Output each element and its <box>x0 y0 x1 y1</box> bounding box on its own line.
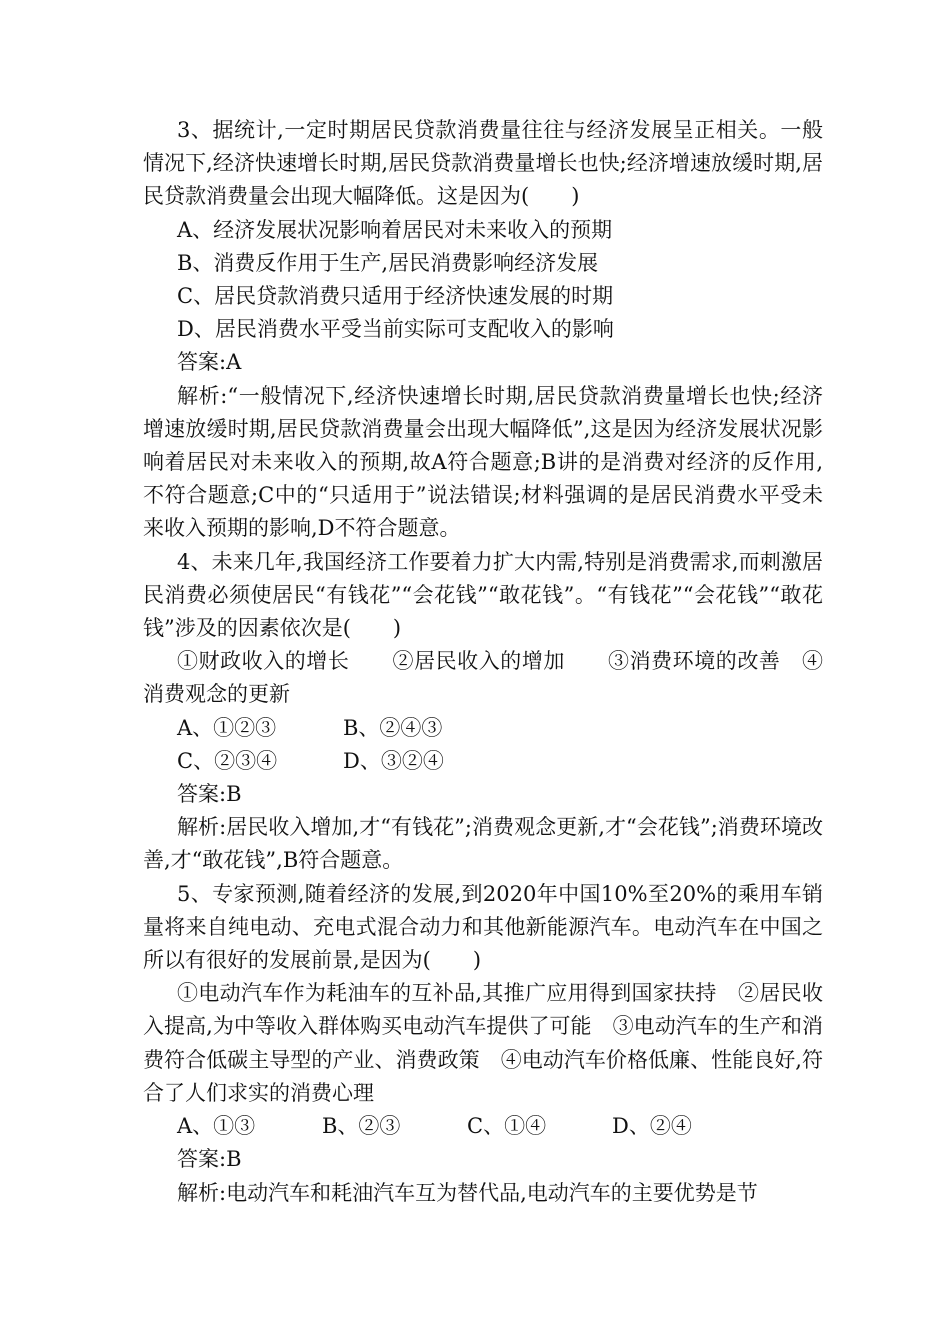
question-4-option-b: B、②④③ <box>343 715 443 740</box>
question-5-options-row <box>143 1110 823 1143</box>
question-4-statements: ①财政收入的增长 ②居民收入的增加 ③消费环境的改善 ④消费观念的更新 <box>143 649 823 707</box>
question-4-options-row-1 <box>143 712 823 745</box>
question-3-analysis: 解析:“一般情况下,经济快速增长时期,居民贷款消费量增长也快;经济增速放缓时期,居民贷款消费量会出现大幅降低”,这是因为经济发展状况影响着居民对未来收入的预期,故A符合题意;B讲的是消费对经济的反作用,不符合题意;C中的“只适用于”说法错误;材料强调的是居民消费水平受未来收入预期的影响,D不符合题意。 <box>143 383 823 541</box>
question-4-options-row-2 <box>143 745 823 778</box>
question-4-answer: 答案:B <box>177 782 242 807</box>
question-5-option-a: A、①③ <box>177 1114 256 1139</box>
question-3-answer: 答案:A <box>177 350 242 375</box>
question-3-option-d: D、居民消费水平受当前实际可支配收入的影响 <box>177 317 614 342</box>
question-5-option-d: D、②④ <box>612 1114 692 1139</box>
question-5-statements: ①电动汽车作为耗油车的互补品,其推广应用得到国家扶持 ②居民收入提高,为中等收入群体购买电动汽车提供了可能 ③电动汽车的生产和消费符合低碳主导型的产业、消费政策 ④电动汽车价格低廉、性能良好,符合了人们求实的消费心理 <box>143 981 823 1105</box>
question-3-option-c: C、居民贷款消费只适用于经济快速发展的时期 <box>177 284 614 309</box>
question-4-analysis: 解析:居民收入增加,才“有钱花”;消费观念更新,才“会花钱”;消费环境改善,才“敢花钱”,B符合题意。 <box>143 815 823 873</box>
question-4-option-c: C、②③④ <box>177 748 278 773</box>
question-4-option-a: A、①②③ <box>177 715 277 740</box>
question-5-analysis: 解析:电动汽车和耗油汽车互为替代品,电动汽车的主要优势是节 <box>177 1180 758 1205</box>
question-5-option-b: B、②③ <box>322 1114 401 1139</box>
question-4-option-d: D、③②④ <box>343 748 444 773</box>
document-body <box>143 114 823 1210</box>
question-3-stem: 3、据统计,一定时期居民贷款消费量往往与经济发展呈正相关。一般情况下,经济快速增长时期,居民贷款消费量增长也快;经济增速放缓时期,居民贷款消费量会出现大幅降低。这是因为( ) <box>143 118 823 209</box>
question-5-answer: 答案:B <box>177 1147 242 1172</box>
question-3-option-b: B、消费反作用于生产,居民消费影响经济发展 <box>177 250 599 275</box>
question-5-stem: 5、专家预测,随着经济的发展,到2020年中国10%至20%的乘用车销量将来自纯电动、充电式混合动力和其他新能源汽车。电动汽车在中国之所以有很好的发展前景,是因为( ) <box>143 881 823 973</box>
question-4-stem: 4、未来几年,我国经济工作要着力扩大内需,特别是消费需求,而刺激居民消费必须使居民“有钱花”“会花钱”“敢花钱”。“有钱花”“会花钱”“敢花钱”涉及的因素依次是( ) <box>143 549 823 641</box>
question-5-option-c: C、①④ <box>467 1114 547 1139</box>
question-3-option-a: A、经济发展状况影响着居民对未来收入的预期 <box>177 217 613 242</box>
